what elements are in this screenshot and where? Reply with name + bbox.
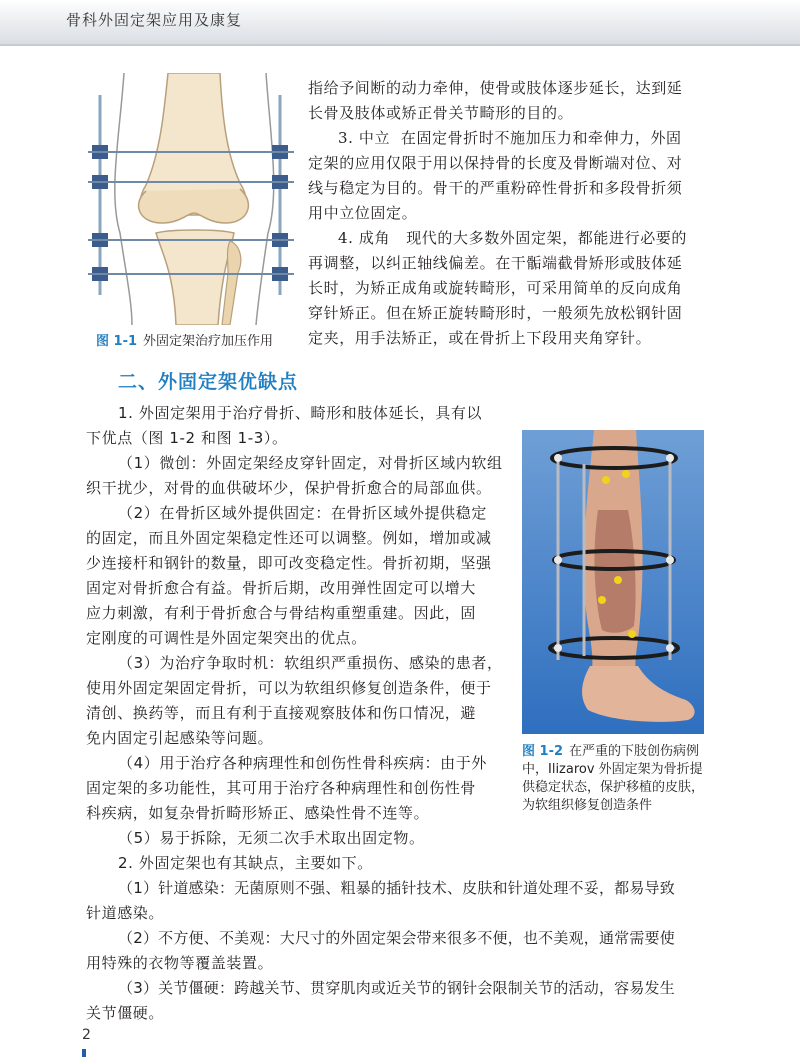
text-line: 针道感染。 xyxy=(86,904,165,922)
text-line: 科疾病，如复杂骨折畸形矫正、感染性骨不连等。 xyxy=(86,804,430,822)
text-line: 定刚度的可调性是外固定架突出的优点。 xyxy=(86,629,367,647)
figure-1-1-number: 图 1-1 xyxy=(96,334,138,349)
text-line: 穿针矫正。但在矫正旋转畸形时，一般须先放松钢针固 xyxy=(308,304,683,322)
text-line: 应力刺激，有利于骨折愈合与骨结构重塑重建。因此，固 xyxy=(86,604,477,622)
page-number: 2 xyxy=(82,1027,91,1043)
angulation-text: 现代的大多数外固定架，都能进行必要的 xyxy=(406,229,688,247)
text-line: 免内固定引起感染等问题。 xyxy=(86,729,274,747)
figure-1-2-number: 图 1-2 xyxy=(522,744,564,759)
text-line: 清创、换药等，而且有利于直接观察肢体和伤口情况，避 xyxy=(86,704,477,722)
text-line: （1）针道感染：无菌原则不强、粗暴的插针技术、皮肤和针道处理不妥，都易导致 xyxy=(118,879,675,897)
text-line: （3）为治疗争取时机：软组织严重损伤、感染的患者， xyxy=(118,654,503,672)
text-line: 2. 外固定架也有其缺点，主要如下。 xyxy=(118,854,373,872)
ilizarov-leg-photo xyxy=(522,430,704,734)
text-line: 指给予间断的动力牵伸，使骨或肢体逐步延长，达到延 xyxy=(308,79,683,97)
neutral-keyword: 3. 中立 xyxy=(338,129,391,147)
text-line: （1）微创：外固定架经皮穿针固定，对骨折区域内软组 xyxy=(118,454,503,472)
knee-fixator-figure xyxy=(80,73,302,325)
book-title: 骨科外固定架应用及康复 xyxy=(66,11,243,29)
text-line: 使用外固定架固定骨折，可以为软组织修复创造条件，便于 xyxy=(86,679,492,697)
figure-1-2-line: 为软组织修复创造条件 xyxy=(522,798,653,813)
text-line: 用特殊的衣物等覆盖装置。 xyxy=(86,954,274,972)
text-line: 线与稳定为目的。骨干的严重粉碎性骨折和多段骨折须 xyxy=(308,179,683,197)
text-line: （4）用于治疗各种病理性和创伤性骨科疾病：由于外 xyxy=(118,754,487,772)
text-line: 1. 外固定架用于治疗骨折、畸形和肢体延长，具有以 xyxy=(118,404,483,422)
text-line xyxy=(338,226,687,251)
text-line: 织干扰少，对骨的血供破坏少，保护骨折愈合的局部血供。 xyxy=(86,479,492,497)
text-line: 再调整，以纠正轴线偏差。在干骺端截骨矫形或肢体延 xyxy=(308,254,683,272)
text-line: 用中立位固定。 xyxy=(308,204,418,222)
text-line: 长时，为矫正成角或旋转畸形，可采用简单的反向成角 xyxy=(308,279,683,297)
running-header xyxy=(0,0,800,46)
neutral-text: 在固定骨折时不施加压力和牵伸力，外固 xyxy=(400,129,682,147)
figure-1-2-line: 中，Ilizarov 外固定架为骨折提 xyxy=(522,762,703,777)
text-line: 定架的应用仅限于用以保持骨的长度及骨断端对位、对 xyxy=(308,154,683,172)
text-line: 固定架的多功能性，其可用于治疗各种病理性和创伤性骨 xyxy=(86,779,477,797)
text-line: （3）关节僵硬：跨越关节、贯穿肌肉或近关节的钢针会限制关节的活动，容易发生 xyxy=(118,979,675,997)
text-line: （2）不方便、不美观：大尺寸的外固定架会带来很多不便，也不美观，通常需要使 xyxy=(118,929,675,947)
page-marker xyxy=(82,1049,86,1057)
section-heading: 二、外固定架优缺点 xyxy=(118,371,299,393)
figure-1-2-caption xyxy=(522,743,704,815)
text-line: 下优点（图 1-2 和图 1-3）。 xyxy=(86,429,288,447)
angulation-keyword: 4. 成角 xyxy=(338,229,391,247)
text-line: （2）在骨折区域外提供固定：在骨折区域外提供稳定 xyxy=(118,504,487,522)
text-line: 少连接杆和钢针的数量，即可改变稳定性。骨折初期，坚强 xyxy=(86,554,492,572)
figure-1-2-line: 供稳定状态，保护移植的皮肤， xyxy=(522,780,705,795)
header-rule xyxy=(0,44,800,46)
text-line: （5）易于拆除，无须二次手术取出固定物。 xyxy=(118,829,425,847)
text-line: 固定对骨折愈合有益。骨折后期，改用弹性固定可以增大 xyxy=(86,579,477,597)
text-line: 定夹，用手法矫正，或在骨折上下段用夹角穿针。 xyxy=(308,329,652,347)
text-line: 长骨及肢体或矫正骨关节畸形的目的。 xyxy=(308,104,574,122)
figure-1-1-text: 外固定架治疗加压作用 xyxy=(143,334,274,349)
figure-1-2-line: 在严重的下肢创伤病例 xyxy=(569,744,700,759)
text-line: 关节僵硬。 xyxy=(86,1004,165,1022)
figure-1-1-caption xyxy=(96,333,273,351)
text-line: 的固定，而且外固定架稳定性还可以调整。例如，增加或减 xyxy=(86,529,492,547)
text-line xyxy=(338,126,682,151)
